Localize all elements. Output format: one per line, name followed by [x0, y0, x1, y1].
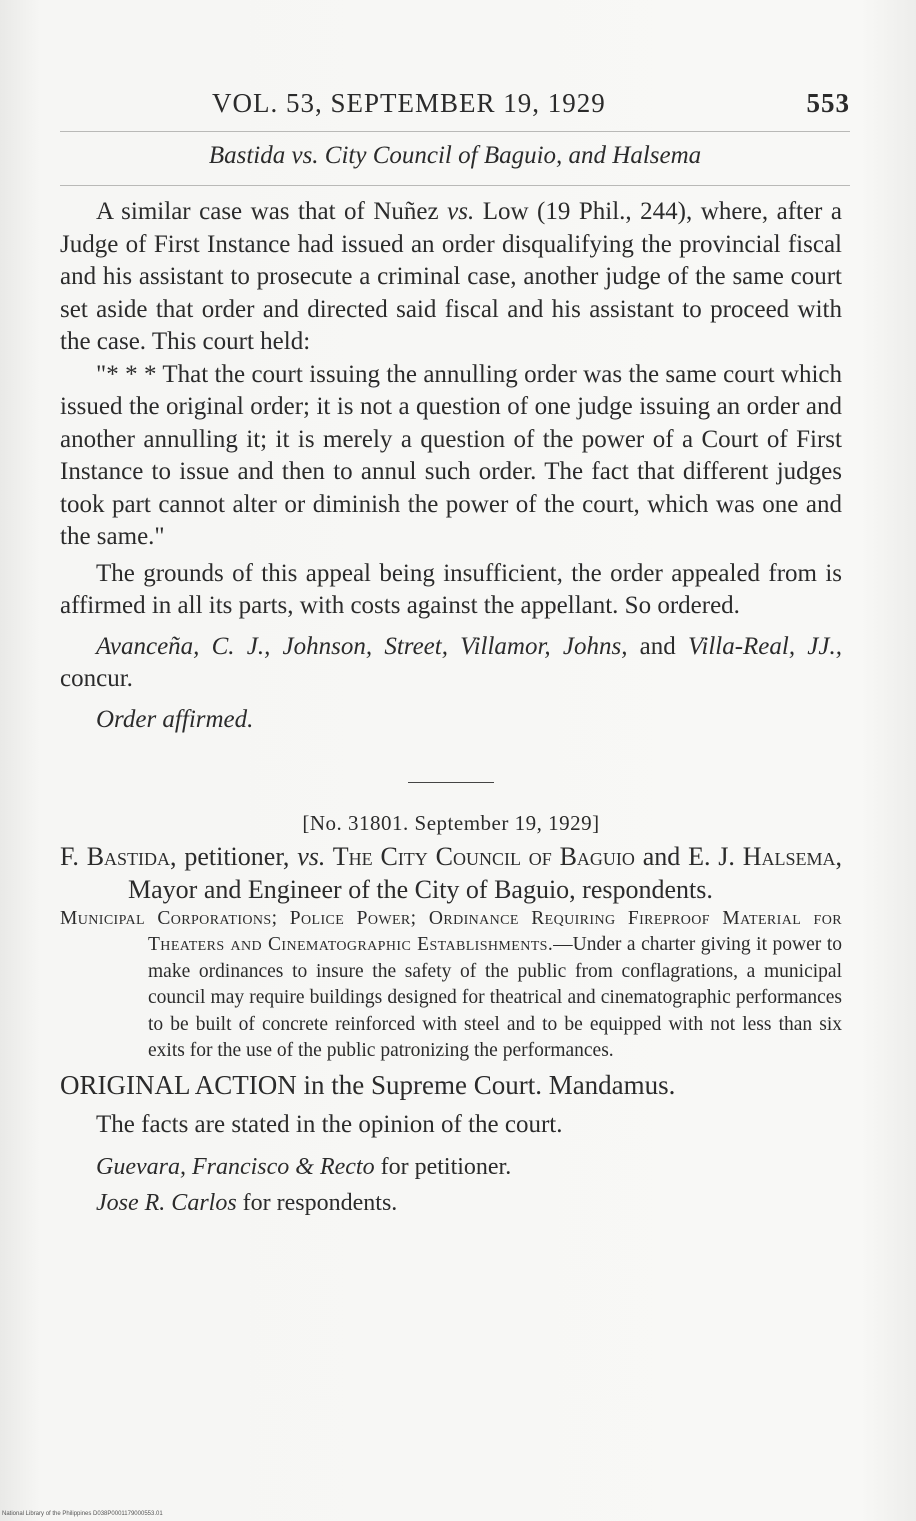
paragraph-similar-case: A similar case was that of Nuñez vs. Low (19 Phil., 244), where, after a Judge of First Instance had issued an order disqualifying the provincial fiscal and his assistant to prosecute a criminal case, another judge of the same court set aside that order and directed said fiscal and his assistant to proceed with the case. This court held:	[60, 198, 842, 355]
scan-footer: National Library of the Philippines D038P0001179000553.01	[2, 1511, 163, 1517]
facts-statement: The facts are stated in the opinion of the court.	[96, 1110, 563, 1138]
quoted-holding: "* * * That the court issuing the annulling order was the same court which issued the original order; it is not a question of one judge issuing an order and another annulling it; it is merely a question of the power of a Court of First Instance to issue and then to annul such order. The fact that different judges took part cannot alter or diminish the power of the court, which was one and the same."	[60, 360, 842, 550]
syllabus-entry: Municipal Corporations; Police Power; Ordinance Requiring Fireproof Material for Theaters and Cinematographic Establishments.—Under a charter giving it power to make ordinances to insure the safety of the public from conflagrations, a municipal council may require buildings designed for theatrical and cinematographic performances to be built of concrete reinforced with steel and to be equipped with not less than six exits for the use of the public patronizing the performances.	[60, 907, 842, 1061]
docket-line: [No. 31801. September 19, 1929]	[302, 811, 600, 835]
disposition-paragraph: The grounds of this appeal being insufficient, the order appealed from is affirmed in all its parts, with costs against the appellant. So ordered.	[60, 559, 842, 619]
concurrence-line: Avanceña, C. J., Johnson, Street, Villamor, Johns, and Villa-Real, JJ., concur.	[60, 632, 842, 692]
order-affirmed: Order affirmed.	[96, 705, 254, 733]
volume-line: VOL. 53, SEPTEMBER 19, 1929	[212, 88, 606, 118]
header-rule	[60, 131, 850, 132]
running-title: Bastida vs. City Council of Baguio, and Halsema	[208, 142, 702, 169]
section-separator	[408, 782, 494, 783]
original-action: ORIGINAL ACTION in the Supreme Court. Mandamus.	[60, 1069, 676, 1100]
page-header	[60, 88, 850, 128]
page-body	[60, 196, 842, 1221]
page-number: 553	[806, 88, 850, 118]
petitioner-counsel: Guevara, Francisco & Recto for petitioner.	[96, 1153, 512, 1180]
respondent-counsel: Jose R. Carlos for respondents.	[96, 1189, 398, 1216]
case-title: F. Bastida, petitioner, vs. The City Council of Baguio and E. J. Halsema, Mayor and Engineer of the City of Baguio, respondents.	[60, 841, 842, 904]
running-title-rule	[60, 185, 850, 186]
